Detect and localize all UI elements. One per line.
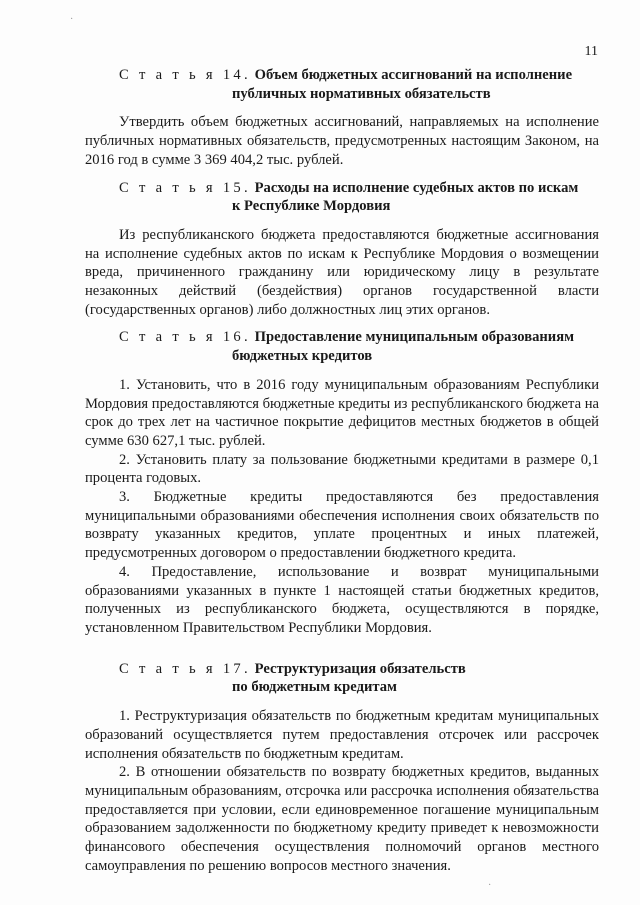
paragraph: 4. Предоставление, использование и возврат муниципальными образованиями указанных в пункте 1 настоящей статьи бюджетных кредитов, полученных из республиканского бюджета, осуществляются в порядке, установленном Правительством Республики Мордовия.	[85, 563, 599, 636]
article-title: Объем бюджетных ассигнований на исполнение	[254, 67, 573, 83]
paragraph: Из республиканского бюджета предоставляются бюджетные ассигнования на исполнение судебных актов по искам к Республике Мордовия о возмещении вреда, причиненного гражданину или юридическому лицу в результате незаконных действий (бездействия) органов государственной власти (государственных органов) либо должностных лиц этих органов.	[85, 226, 599, 318]
paragraph: 1. Реструктуризация обязательств по бюджетным кредитам муниципальных образований осуществляется путем предоставления отсрочек или рассрочек исполнения обязательств по бюджетным кредитам.	[85, 708, 599, 762]
paragraph: 1. Установить, что в 2016 году муниципальным образованиям Республики Мордовия предоставляются бюджетные кредиты из республиканского бюджета на срок до трех лет на частичное покрытие дефицитов местных бюджетов в общей сумме 630 627,1 тыс. рублей.	[85, 376, 599, 449]
article-15	[85, 179, 599, 320]
scan-speck: ·	[488, 880, 492, 891]
article-label: С т а т ь я 17.	[119, 660, 251, 677]
article-heading	[119, 66, 599, 103]
article-14	[85, 66, 599, 170]
scan-speck: ·	[70, 14, 74, 25]
article-title-continued: по бюджетным кредитам	[232, 679, 397, 696]
document-body	[85, 66, 599, 884]
article-title-continued: бюджетных кредитов	[232, 348, 373, 365]
paragraph: 3. Бюджетные кредиты предоставляются без предоставления муниципальными образованиями обеспечения исполнения своих обязательств по возврату указанных кредитов, уплате процентных и иных платежей, предусмотренных договором о предоставлении бюджетного кредита.	[85, 489, 599, 562]
article-16	[85, 328, 599, 637]
article-label: С т а т ь я 14.	[119, 67, 251, 83]
article-heading	[119, 328, 599, 365]
article-title: Реструктуризация обязательств	[254, 660, 466, 677]
paragraph: Утвердить объем бюджетных ассигнований, направляемых на исполнение публичных нормативных обязательств, предусмотренных настоящим Законом, на 2016 год в сумме 3 369 404,2 тыс. рублей.	[85, 114, 599, 168]
article-heading	[119, 660, 599, 697]
article-title-continued: к Республике Мордовия	[232, 198, 391, 215]
paragraph: 2. В отношении обязательств по возврату бюджетных кредитов, выданных муниципальным образованиям, отсрочка или рассрочка исполнения обязательства предоставляется при условии, если единовременное погашение муниципальным образованием задолженности по бюджетному кредиту приведет к невозможности финансового обеспечения осуществления полномочий органов местного самоуправления по решению вопросов местного значения.	[85, 764, 599, 874]
article-title: Предоставление муниципальным образованиям	[254, 329, 575, 346]
article-heading	[119, 179, 599, 216]
paragraph: 2. Установить плату за пользование бюджетными кредитами в размере 0,1 процента годовых.	[85, 451, 599, 487]
article-label: С т а т ь я 16.	[119, 329, 251, 346]
article-17	[85, 660, 599, 876]
article-title-continued: публичных нормативных обязательств	[232, 85, 491, 102]
page-number: 11	[584, 44, 598, 59]
article-title: Расходы на исполнение судебных актов по искам	[254, 179, 579, 196]
article-label: С т а т ь я 15.	[119, 179, 251, 196]
